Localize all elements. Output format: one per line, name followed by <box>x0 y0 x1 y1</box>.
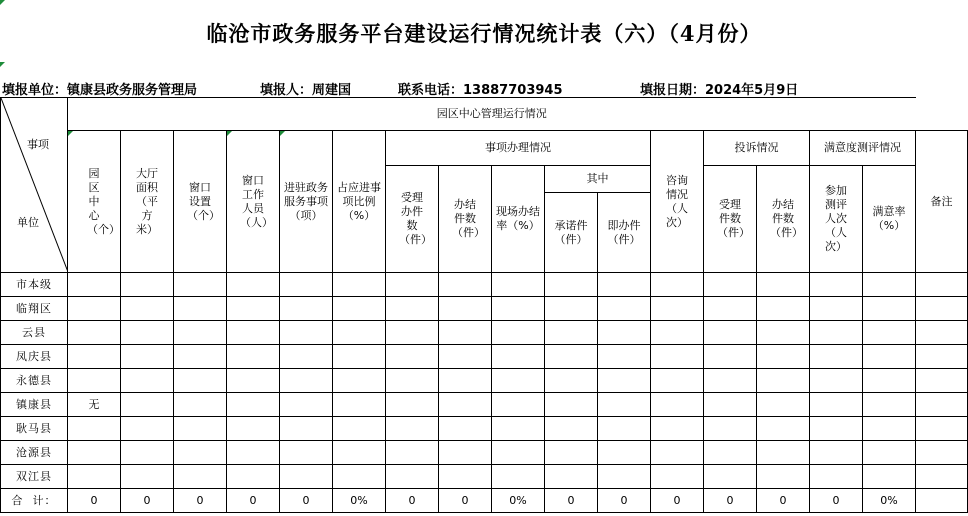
data-cell[interactable] <box>174 273 227 297</box>
row-label: 耿马县 <box>1 417 68 441</box>
col-eval-participants: 参加测评人次（人次） <box>810 166 863 273</box>
data-cell[interactable] <box>68 369 121 393</box>
group-header-satisfaction: 满意度测评情况 <box>810 131 916 166</box>
data-cell[interactable] <box>863 321 916 345</box>
data-cell[interactable] <box>916 441 968 465</box>
data-cell[interactable] <box>545 273 598 297</box>
data-cell[interactable] <box>598 297 651 321</box>
data-cell[interactable] <box>121 465 174 489</box>
data-cell[interactable] <box>492 393 545 417</box>
total-label: 合 计： <box>1 489 68 513</box>
data-cell[interactable] <box>757 297 810 321</box>
total-cell[interactable]: 0 <box>227 489 280 513</box>
data-cell[interactable] <box>492 441 545 465</box>
row-label: 云县 <box>1 321 68 345</box>
col-complaint-completed: 办结件数（件） <box>757 166 810 273</box>
table-row <box>1 417 968 441</box>
data-cell[interactable] <box>280 345 333 369</box>
col-hall-area: 大厅面积（平方米） <box>121 131 174 273</box>
data-cell[interactable] <box>545 369 598 393</box>
data-cell[interactable] <box>68 297 121 321</box>
row-label: 临翔区 <box>1 297 68 321</box>
meta-reporter: 填报人：周建国 <box>260 83 352 98</box>
data-cell[interactable] <box>598 465 651 489</box>
data-cell[interactable] <box>386 465 439 489</box>
data-cell[interactable] <box>174 441 227 465</box>
data-cell[interactable] <box>704 393 757 417</box>
data-cell[interactable] <box>174 465 227 489</box>
data-cell[interactable] <box>227 273 280 297</box>
data-cell[interactable] <box>280 321 333 345</box>
row-label: 沧源县 <box>1 441 68 465</box>
data-cell[interactable] <box>121 393 174 417</box>
data-cell[interactable] <box>545 321 598 345</box>
group-header-complaint: 投诉情况 <box>704 131 810 166</box>
empty-cell <box>916 98 968 131</box>
col-window-staff: 窗口工作人员（人） <box>227 131 280 273</box>
data-cell[interactable] <box>439 369 492 393</box>
data-cell[interactable] <box>492 369 545 393</box>
total-cell[interactable] <box>916 489 968 513</box>
data-cell[interactable] <box>757 465 810 489</box>
data-cell[interactable] <box>704 417 757 441</box>
data-cell[interactable] <box>280 393 333 417</box>
data-cell[interactable] <box>810 465 863 489</box>
data-cell[interactable] <box>439 465 492 489</box>
data-cell[interactable] <box>598 441 651 465</box>
data-cell[interactable] <box>651 297 704 321</box>
data-cell[interactable] <box>863 345 916 369</box>
data-cell[interactable] <box>386 369 439 393</box>
table-row <box>1 345 968 369</box>
table-row <box>1 321 968 345</box>
data-cell[interactable] <box>333 465 386 489</box>
total-cell[interactable]: 0 <box>810 489 863 513</box>
data-cell[interactable] <box>333 393 386 417</box>
data-cell[interactable] <box>333 345 386 369</box>
data-cell[interactable] <box>757 273 810 297</box>
data-cell[interactable] <box>227 465 280 489</box>
data-cell[interactable] <box>386 297 439 321</box>
data-cell[interactable] <box>810 369 863 393</box>
data-cell[interactable] <box>704 345 757 369</box>
data-cell[interactable] <box>68 345 121 369</box>
data-cell[interactable] <box>386 441 439 465</box>
total-cell[interactable]: 0 <box>68 489 121 513</box>
data-cell[interactable] <box>810 321 863 345</box>
data-cell[interactable] <box>863 273 916 297</box>
data-cell[interactable] <box>545 441 598 465</box>
data-cell[interactable] <box>863 393 916 417</box>
data-cell[interactable] <box>916 273 968 297</box>
col-satisfaction-rate: 满意率（%） <box>863 166 916 273</box>
data-cell[interactable] <box>757 369 810 393</box>
data-cell[interactable] <box>439 321 492 345</box>
data-cell[interactable] <box>863 417 916 441</box>
table-row <box>1 369 968 393</box>
total-cell[interactable]: 0% <box>333 489 386 513</box>
col-consult: 咨询情况（人次） <box>651 131 704 273</box>
data-cell[interactable] <box>704 297 757 321</box>
total-row <box>1 489 968 513</box>
data-cell[interactable] <box>121 417 174 441</box>
total-cell[interactable]: 0% <box>863 489 916 513</box>
data-cell[interactable] <box>916 321 968 345</box>
data-cell[interactable] <box>439 441 492 465</box>
total-cell[interactable]: 0 <box>757 489 810 513</box>
data-cell[interactable] <box>492 297 545 321</box>
statistics-table <box>0 97 968 513</box>
data-cell[interactable] <box>439 417 492 441</box>
data-cell[interactable] <box>916 417 968 441</box>
data-cell[interactable] <box>227 417 280 441</box>
data-cell[interactable] <box>757 345 810 369</box>
data-cell[interactable] <box>863 369 916 393</box>
data-cell[interactable] <box>386 393 439 417</box>
data-cell[interactable] <box>651 369 704 393</box>
data-cell[interactable] <box>174 393 227 417</box>
col-entered-items: 进驻政务服务事项（项） <box>280 131 333 273</box>
data-cell[interactable] <box>280 465 333 489</box>
data-cell[interactable]: 无 <box>68 393 121 417</box>
table-row <box>1 465 968 489</box>
page-title: 临沧市政务服务平台建设运行情况统计表（六）（4月份） <box>206 21 762 46</box>
data-cell[interactable] <box>280 273 333 297</box>
data-cell[interactable] <box>916 393 968 417</box>
data-cell[interactable] <box>492 321 545 345</box>
data-cell[interactable] <box>704 441 757 465</box>
data-cell[interactable] <box>68 465 121 489</box>
data-cell[interactable] <box>439 345 492 369</box>
col-completed: 办结件数（件） <box>439 166 492 273</box>
col-promise: 承诺件（件） <box>545 193 598 273</box>
table-row <box>1 273 968 297</box>
data-cell[interactable] <box>916 465 968 489</box>
total-cell[interactable]: 0 <box>704 489 757 513</box>
data-cell[interactable] <box>439 297 492 321</box>
cell-marker <box>0 0 5 5</box>
col-onsite-rate: 现场办结率（%） <box>492 166 545 273</box>
data-cell[interactable] <box>492 273 545 297</box>
data-cell[interactable] <box>333 369 386 393</box>
data-cell[interactable] <box>757 441 810 465</box>
data-cell[interactable] <box>386 345 439 369</box>
data-cell[interactable] <box>916 297 968 321</box>
data-cell[interactable] <box>598 393 651 417</box>
table-row <box>1 393 968 417</box>
data-cell[interactable] <box>810 345 863 369</box>
total-cell[interactable]: 0 <box>174 489 227 513</box>
data-cell[interactable] <box>810 297 863 321</box>
data-cell[interactable] <box>174 297 227 321</box>
data-cell[interactable] <box>598 273 651 297</box>
data-cell[interactable] <box>280 369 333 393</box>
data-cell[interactable] <box>68 441 121 465</box>
data-cell[interactable] <box>863 441 916 465</box>
data-cell[interactable] <box>121 297 174 321</box>
row-label: 市本级 <box>1 273 68 297</box>
group-header-main: 园区中心管理运行情况 <box>68 98 916 131</box>
data-cell[interactable] <box>704 369 757 393</box>
total-cell[interactable]: 0 <box>598 489 651 513</box>
data-cell[interactable] <box>651 465 704 489</box>
data-cell[interactable] <box>545 417 598 441</box>
corner-top-label: 事项 <box>27 138 49 151</box>
data-cell[interactable] <box>545 393 598 417</box>
data-cell[interactable] <box>757 393 810 417</box>
col-windows: 窗口设置（个） <box>174 131 227 273</box>
data-cell[interactable] <box>121 345 174 369</box>
data-cell[interactable] <box>863 297 916 321</box>
data-cell[interactable] <box>492 417 545 441</box>
data-cell[interactable] <box>545 345 598 369</box>
data-cell[interactable] <box>121 321 174 345</box>
data-cell[interactable] <box>492 465 545 489</box>
group-header-among: 其中 <box>545 166 651 193</box>
data-cell[interactable] <box>757 321 810 345</box>
data-cell[interactable] <box>439 393 492 417</box>
data-cell[interactable] <box>280 441 333 465</box>
data-cell[interactable] <box>916 345 968 369</box>
data-cell[interactable] <box>174 345 227 369</box>
data-cell[interactable] <box>333 321 386 345</box>
data-cell[interactable] <box>651 321 704 345</box>
data-cell[interactable] <box>810 417 863 441</box>
data-cell[interactable] <box>174 417 227 441</box>
data-cell[interactable] <box>333 273 386 297</box>
data-cell[interactable] <box>386 321 439 345</box>
data-cell[interactable] <box>916 369 968 393</box>
data-cell[interactable] <box>810 273 863 297</box>
total-cell[interactable]: 0 <box>439 489 492 513</box>
total-cell[interactable]: 0 <box>280 489 333 513</box>
table-row <box>1 441 968 465</box>
data-cell[interactable] <box>704 273 757 297</box>
data-cell[interactable] <box>121 369 174 393</box>
data-cell[interactable] <box>280 297 333 321</box>
data-cell[interactable] <box>545 297 598 321</box>
data-cell[interactable] <box>68 273 121 297</box>
table-row <box>1 297 968 321</box>
col-complaint-accepted: 受理件数（件） <box>704 166 757 273</box>
data-cell[interactable] <box>121 441 174 465</box>
data-cell[interactable] <box>386 417 439 441</box>
data-cell[interactable] <box>121 273 174 297</box>
data-cell[interactable] <box>174 321 227 345</box>
data-cell[interactable] <box>704 465 757 489</box>
col-park-centers: 园区中心（个） <box>68 131 121 273</box>
data-cell[interactable] <box>810 441 863 465</box>
group-header-matters: 事项办理情况 <box>386 131 651 166</box>
data-cell[interactable] <box>651 441 704 465</box>
diagonal-divider <box>1 98 68 272</box>
data-cell[interactable] <box>227 321 280 345</box>
total-cell[interactable]: 0 <box>386 489 439 513</box>
data-cell[interactable] <box>598 345 651 369</box>
total-cell[interactable]: 0 <box>121 489 174 513</box>
data-cell[interactable] <box>704 321 757 345</box>
data-cell[interactable] <box>810 393 863 417</box>
col-instant: 即办件（件） <box>598 193 651 273</box>
meta-date: 填报日期：2024年5月9日 <box>640 83 799 98</box>
data-cell[interactable] <box>651 273 704 297</box>
data-cell[interactable] <box>333 297 386 321</box>
total-cell[interactable]: 0% <box>492 489 545 513</box>
data-cell[interactable] <box>68 321 121 345</box>
data-cell[interactable] <box>280 417 333 441</box>
col-remarks: 备注 <box>916 131 968 273</box>
total-cell[interactable]: 0 <box>651 489 704 513</box>
data-cell[interactable] <box>651 417 704 441</box>
data-cell[interactable] <box>651 393 704 417</box>
data-cell[interactable] <box>757 417 810 441</box>
corner-header-cell <box>1 98 68 273</box>
data-cell[interactable] <box>598 417 651 441</box>
row-label: 凤庆县 <box>1 345 68 369</box>
data-cell[interactable] <box>227 369 280 393</box>
meta-unit: 填报单位：镇康县政务服务管理局 <box>2 83 198 98</box>
data-cell[interactable] <box>598 369 651 393</box>
data-cell[interactable] <box>68 417 121 441</box>
data-cell[interactable] <box>227 441 280 465</box>
data-cell[interactable] <box>598 321 651 345</box>
data-cell[interactable] <box>492 345 545 369</box>
row-label: 镇康县 <box>1 393 68 417</box>
data-cell[interactable] <box>651 345 704 369</box>
data-cell[interactable] <box>227 393 280 417</box>
data-cell[interactable] <box>333 441 386 465</box>
data-cell[interactable] <box>863 465 916 489</box>
data-cell[interactable] <box>439 273 492 297</box>
col-accepted: 受理办件数（件） <box>386 166 439 273</box>
total-cell[interactable]: 0 <box>545 489 598 513</box>
data-cell[interactable] <box>174 369 227 393</box>
cell-marker <box>0 62 5 67</box>
data-cell[interactable] <box>333 417 386 441</box>
meta-phone: 联系电话：13887703945 <box>398 83 563 98</box>
row-label: 永德县 <box>1 369 68 393</box>
row-label: 双江县 <box>1 465 68 489</box>
data-cell[interactable] <box>227 345 280 369</box>
col-entered-ratio: 占应进事项比例（%） <box>333 131 386 273</box>
data-cell[interactable] <box>386 273 439 297</box>
corner-bottom-label: 单位 <box>17 216 39 229</box>
data-cell[interactable] <box>227 297 280 321</box>
data-cell[interactable] <box>545 465 598 489</box>
